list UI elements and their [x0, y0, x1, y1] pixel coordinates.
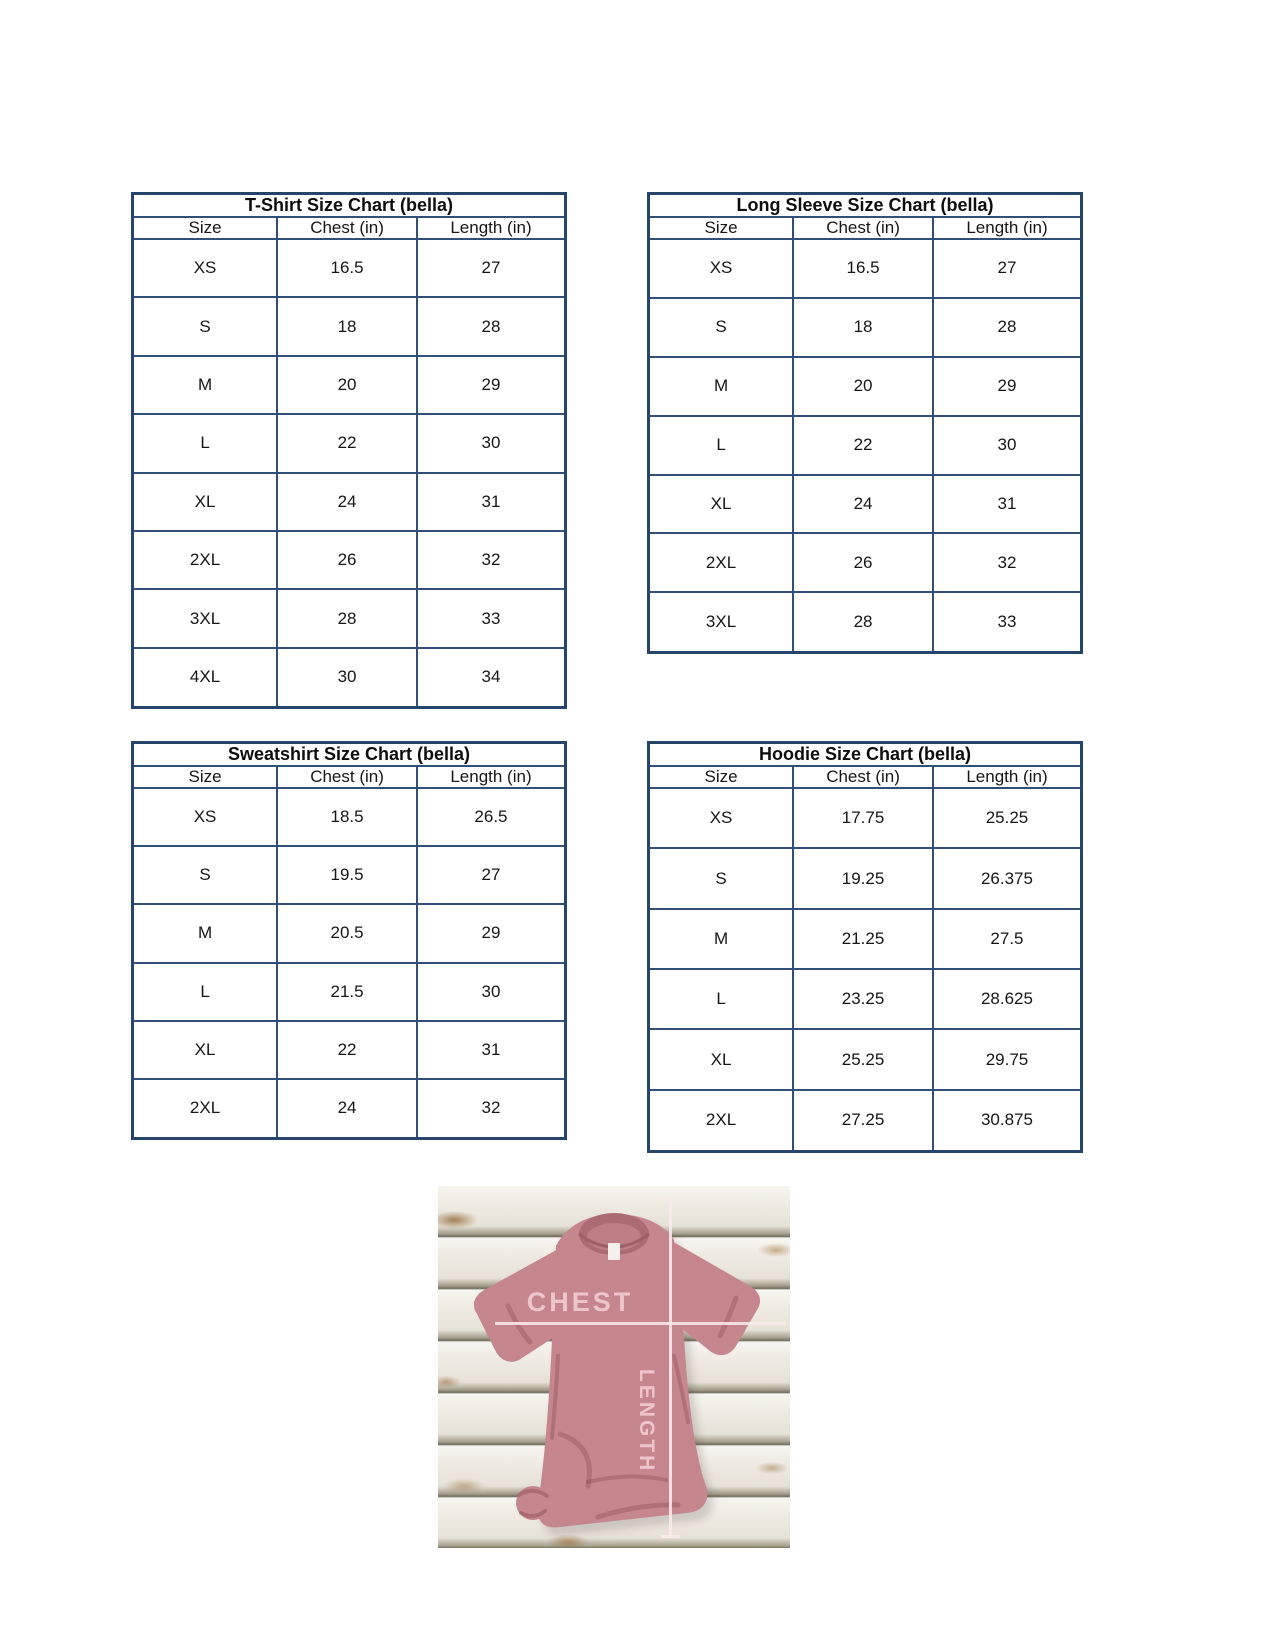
- length-cell: 27.5: [933, 909, 1082, 969]
- size-cell: S: [649, 848, 794, 908]
- length-cell: 27: [417, 846, 566, 904]
- size-cell: L: [649, 416, 794, 475]
- table-row: [133, 239, 566, 297]
- length-label: LENGTH: [635, 1369, 658, 1474]
- length-cell: 28: [933, 298, 1082, 357]
- size-cell: XS: [133, 239, 278, 297]
- size-cell: XL: [649, 1029, 794, 1089]
- length-cell: 30: [417, 963, 566, 1021]
- table-row: [649, 1029, 1082, 1089]
- table-row: [649, 1090, 1082, 1152]
- chest-cell: 19.5: [277, 846, 417, 904]
- size-cell: 2XL: [649, 533, 794, 592]
- table-row: [649, 475, 1082, 534]
- column-header-length: Length (in): [933, 766, 1082, 788]
- size-cell: 2XL: [649, 1090, 794, 1152]
- column-header-size: Size: [649, 217, 794, 239]
- tshirt-size-chart-table: [131, 192, 567, 709]
- hoodie-size-chart-table: [647, 741, 1083, 1153]
- size-cell: L: [133, 963, 278, 1021]
- table-row: [649, 592, 1082, 652]
- table-body: [649, 788, 1082, 1152]
- table-title: Sweatshirt Size Chart (bella): [133, 743, 566, 767]
- length-cell: 29.75: [933, 1029, 1082, 1089]
- length-cell: 27: [417, 239, 566, 297]
- chest-cell: 20: [277, 356, 417, 414]
- chest-cell: 19.25: [793, 848, 933, 908]
- chest-cell: 26: [277, 531, 417, 589]
- chest-cell: 28: [793, 592, 933, 652]
- column-header-chest: Chest (in): [277, 217, 417, 239]
- size-cell: L: [649, 969, 794, 1029]
- table-header-row: [133, 217, 566, 239]
- chest-cell: 16.5: [277, 239, 417, 297]
- chest-cell: 18: [277, 297, 417, 355]
- chest-cell: 20: [793, 357, 933, 416]
- length-cell: 34: [417, 648, 566, 708]
- table-row: [133, 846, 566, 904]
- sweatshirt-size-chart-table: [131, 741, 567, 1140]
- length-cell: 30: [933, 416, 1082, 475]
- size-cell: 2XL: [133, 1079, 278, 1139]
- column-header-size: Size: [133, 766, 278, 788]
- table-row: [133, 904, 566, 962]
- length-line-end-tick: [661, 1535, 680, 1538]
- table-row: [649, 848, 1082, 908]
- table-row: [133, 1079, 566, 1139]
- table-row: [649, 909, 1082, 969]
- chest-cell: 18: [793, 298, 933, 357]
- size-cell: 4XL: [133, 648, 278, 708]
- table-title-row: [649, 194, 1082, 218]
- chest-cell: 24: [277, 1079, 417, 1139]
- length-measure-line: [669, 1198, 672, 1538]
- length-cell: 31: [417, 473, 566, 531]
- product-photo: [438, 1186, 790, 1548]
- size-cell: 3XL: [649, 592, 794, 652]
- chest-cell: 30: [277, 648, 417, 708]
- size-cell: M: [649, 909, 794, 969]
- chest-cell: 23.25: [793, 969, 933, 1029]
- size-cell: XS: [649, 788, 794, 848]
- chest-cell: 16.5: [793, 239, 933, 298]
- size-cell: 3XL: [133, 589, 278, 647]
- length-cell: 30: [417, 414, 566, 472]
- length-cell: 30.875: [933, 1090, 1082, 1152]
- table-row: [649, 298, 1082, 357]
- chest-cell: 21.25: [793, 909, 933, 969]
- length-cell: 27: [933, 239, 1082, 298]
- size-cell: S: [133, 297, 278, 355]
- table-body: [133, 788, 566, 1139]
- chest-cell: 24: [277, 473, 417, 531]
- length-cell: 29: [417, 356, 566, 414]
- size-cell: XL: [133, 473, 278, 531]
- table-row: [133, 1021, 566, 1079]
- length-cell: 33: [933, 592, 1082, 652]
- size-cell: 2XL: [133, 531, 278, 589]
- chest-cell: 22: [277, 414, 417, 472]
- length-cell: 33: [417, 589, 566, 647]
- length-cell: 32: [417, 1079, 566, 1139]
- table-row: [133, 531, 566, 589]
- size-cell: S: [133, 846, 278, 904]
- table-header-row: [133, 766, 566, 788]
- chest-measure-line: [495, 1322, 786, 1325]
- size-cell: M: [133, 904, 278, 962]
- table-row: [133, 788, 566, 846]
- table-row: [133, 473, 566, 531]
- table-header-row: [649, 217, 1082, 239]
- chest-cell: 25.25: [793, 1029, 933, 1089]
- table-row: [649, 788, 1082, 848]
- longsleeve-size-chart-table: [647, 192, 1083, 654]
- column-header-length: Length (in): [933, 217, 1082, 239]
- length-cell: 31: [933, 475, 1082, 534]
- size-cell: XL: [133, 1021, 278, 1079]
- length-cell: 28: [417, 297, 566, 355]
- table-header-row: [649, 766, 1082, 788]
- length-cell: 31: [417, 1021, 566, 1079]
- table-row: [649, 357, 1082, 416]
- column-header-chest: Chest (in): [277, 766, 417, 788]
- length-cell: 32: [933, 533, 1082, 592]
- chest-cell: 20.5: [277, 904, 417, 962]
- table-row: [133, 648, 566, 708]
- size-cell: M: [133, 356, 278, 414]
- size-cell: XL: [649, 475, 794, 534]
- chest-cell: 22: [793, 416, 933, 475]
- chest-cell: 24: [793, 475, 933, 534]
- table-row: [133, 589, 566, 647]
- table-title: Long Sleeve Size Chart (bella): [649, 194, 1082, 218]
- length-cell: 26.5: [417, 788, 566, 846]
- column-header-size: Size: [649, 766, 794, 788]
- table-row: [133, 297, 566, 355]
- column-header-length: Length (in): [417, 766, 566, 788]
- table-title-row: [133, 194, 566, 218]
- size-cell: M: [649, 357, 794, 416]
- chest-cell: 22: [277, 1021, 417, 1079]
- length-cell: 25.25: [933, 788, 1082, 848]
- size-cell: XS: [133, 788, 278, 846]
- table-row: [649, 416, 1082, 475]
- chest-cell: 21.5: [277, 963, 417, 1021]
- table-title-row: [649, 743, 1082, 767]
- chest-cell: 28: [277, 589, 417, 647]
- length-cell: 29: [933, 357, 1082, 416]
- size-cell: S: [649, 298, 794, 357]
- column-header-chest: Chest (in): [793, 766, 933, 788]
- table-row: [133, 356, 566, 414]
- column-header-length: Length (in): [417, 217, 566, 239]
- length-cell: 32: [417, 531, 566, 589]
- length-cell: 26.375: [933, 848, 1082, 908]
- chest-cell: 27.25: [793, 1090, 933, 1152]
- chest-label: CHEST: [526, 1287, 634, 1317]
- size-cell: L: [133, 414, 278, 472]
- tshirt-illustration: [438, 1186, 790, 1548]
- column-header-chest: Chest (in): [793, 217, 933, 239]
- table-title: T-Shirt Size Chart (bella): [133, 194, 566, 218]
- table-body: [133, 239, 566, 708]
- size-cell: XS: [649, 239, 794, 298]
- length-cell: 28.625: [933, 969, 1082, 1029]
- length-cell: 29: [417, 904, 566, 962]
- table-row: [649, 533, 1082, 592]
- shirt-neck-label: [608, 1243, 620, 1260]
- table-title-row: [133, 743, 566, 767]
- chest-cell: 17.75: [793, 788, 933, 848]
- column-header-size: Size: [133, 217, 278, 239]
- table-row: [649, 969, 1082, 1029]
- table-title: Hoodie Size Chart (bella): [649, 743, 1082, 767]
- table-row: [649, 239, 1082, 298]
- chest-cell: 26: [793, 533, 933, 592]
- table-row: [133, 414, 566, 472]
- table-row: [133, 963, 566, 1021]
- chest-cell: 18.5: [277, 788, 417, 846]
- table-body: [649, 239, 1082, 653]
